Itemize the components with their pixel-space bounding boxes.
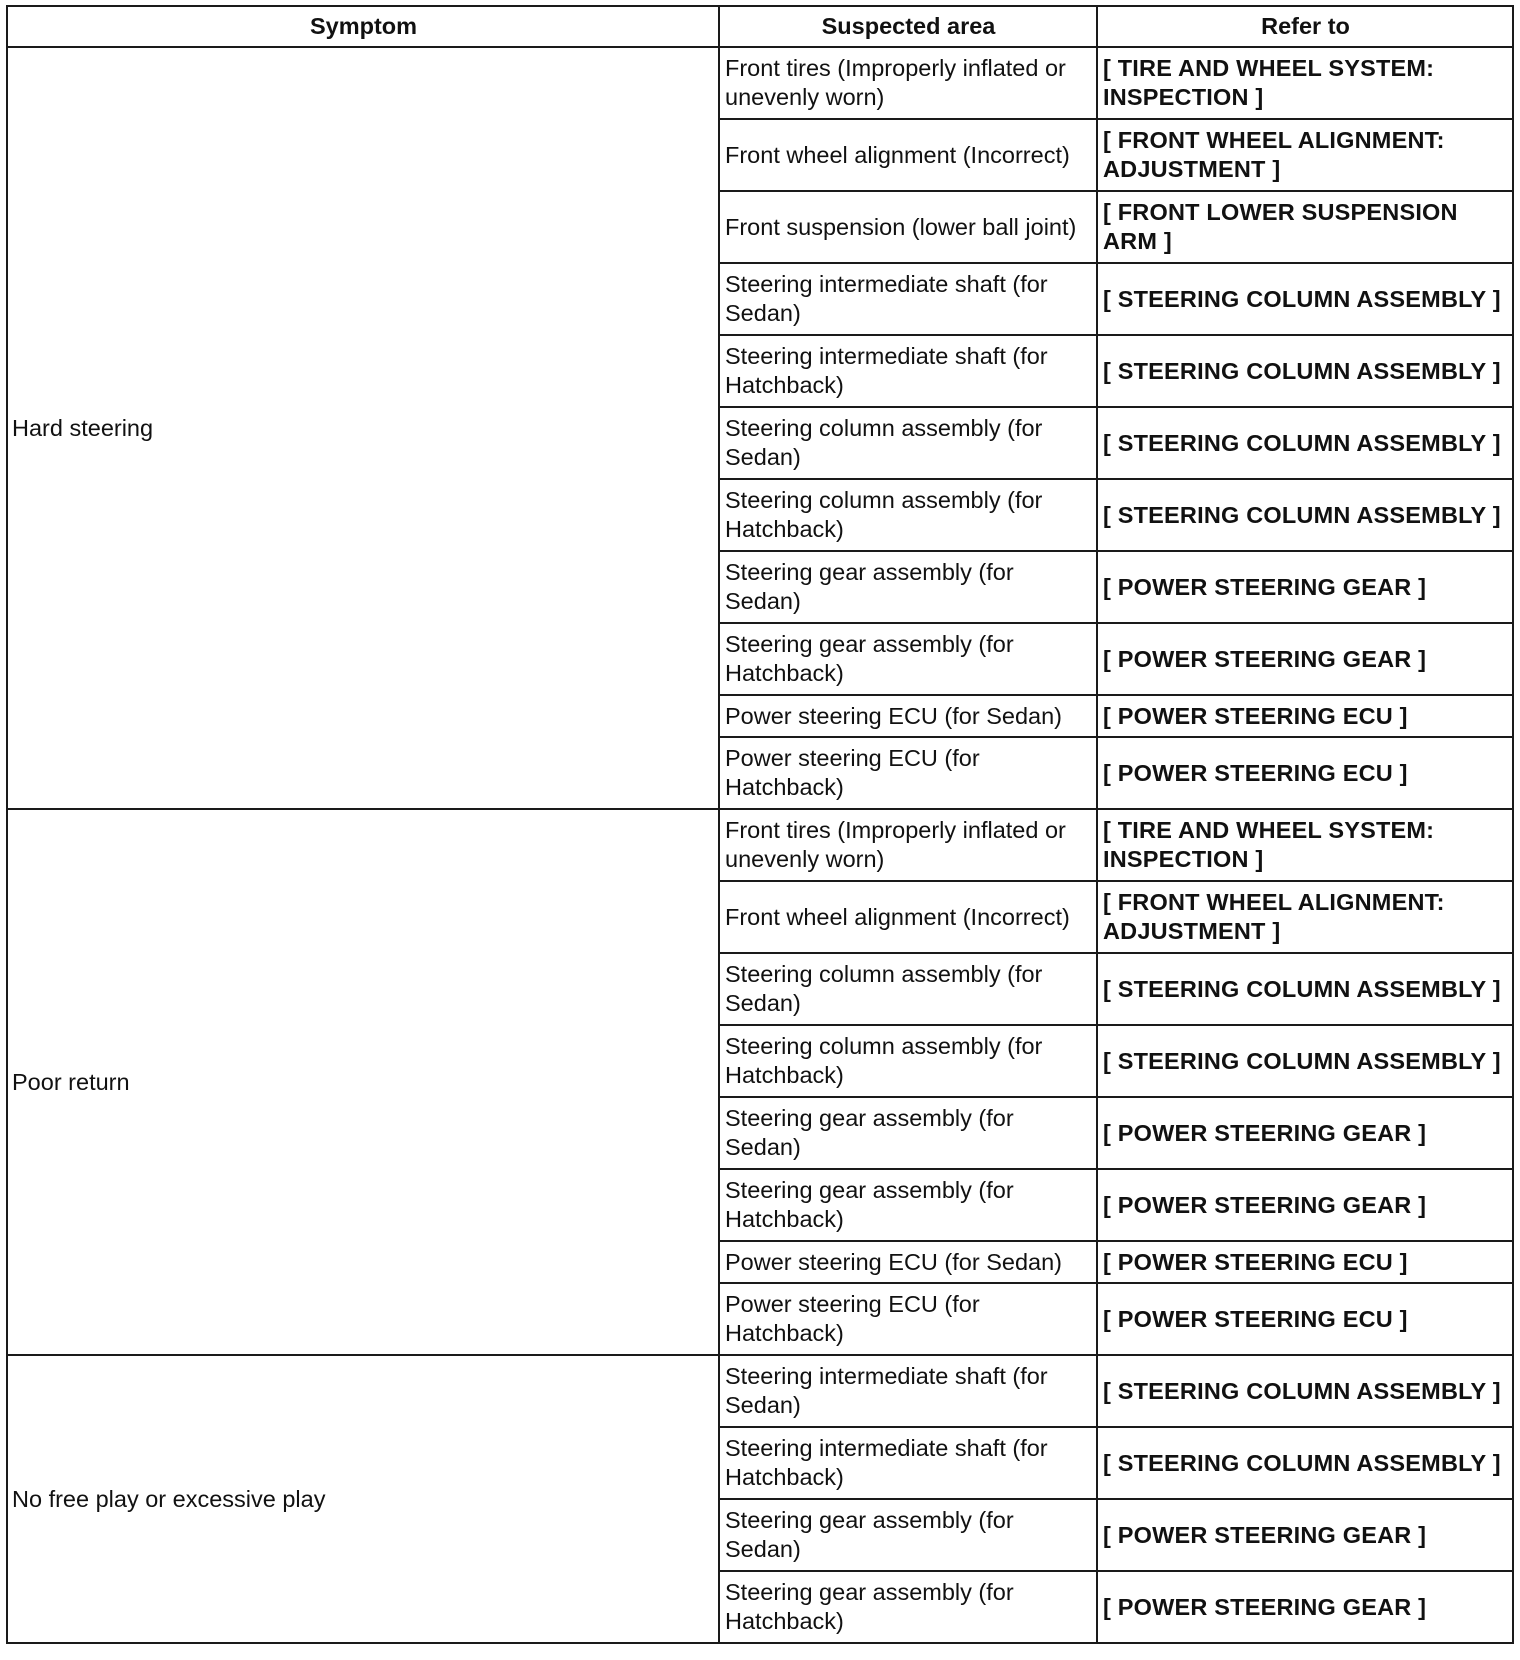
suspected-area-cell: Steering gear assembly (for Sedan) [719, 1499, 1097, 1571]
refer-link[interactable]: [ POWER STEERING ECU ] [1097, 1241, 1513, 1283]
header-symptom: Symptom [7, 6, 719, 47]
table-row [7, 809, 1513, 881]
suspected-area-cell: Front suspension (lower ball joint) [719, 191, 1097, 263]
refer-link[interactable]: [ POWER STEERING GEAR ] [1097, 623, 1513, 695]
suspected-area-cell: Steering gear assembly (for Sedan) [719, 1097, 1097, 1169]
table-row [7, 47, 1513, 119]
refer-link[interactable]: [ FRONT WHEEL ALIGNMENT: ADJUSTMENT ] [1097, 119, 1513, 191]
refer-link[interactable]: [ POWER STEERING ECU ] [1097, 1283, 1513, 1355]
refer-link[interactable]: [ POWER STEERING ECU ] [1097, 737, 1513, 809]
suspected-area-cell: Power steering ECU (for Hatchback) [719, 737, 1097, 809]
symptom-cell: Hard steering [7, 47, 719, 809]
header-suspected-area: Suspected area [719, 6, 1097, 47]
suspected-area-cell: Front tires (Improperly inflated or unevenly worn) [719, 47, 1097, 119]
refer-link[interactable]: [ STEERING COLUMN ASSEMBLY ] [1097, 479, 1513, 551]
suspected-area-cell: Steering intermediate shaft (for Sedan) [719, 1355, 1097, 1427]
refer-link[interactable]: [ POWER STEERING GEAR ] [1097, 1571, 1513, 1643]
suspected-area-cell: Power steering ECU (for Sedan) [719, 1241, 1097, 1283]
symptom-cell: Poor return [7, 809, 719, 1355]
suspected-area-cell: Steering gear assembly (for Hatchback) [719, 1169, 1097, 1241]
suspected-area-cell: Steering column assembly (for Hatchback) [719, 1025, 1097, 1097]
refer-link[interactable]: [ FRONT LOWER SUSPENSION ARM ] [1097, 191, 1513, 263]
symptom-cell: No free play or excessive play [7, 1355, 719, 1643]
refer-link[interactable]: [ STEERING COLUMN ASSEMBLY ] [1097, 1427, 1513, 1499]
refer-link[interactable]: [ TIRE AND WHEEL SYSTEM: INSPECTION ] [1097, 809, 1513, 881]
suspected-area-cell: Front tires (Improperly inflated or unevenly worn) [719, 809, 1097, 881]
refer-link[interactable]: [ POWER STEERING GEAR ] [1097, 1169, 1513, 1241]
suspected-area-cell: Steering column assembly (for Hatchback) [719, 479, 1097, 551]
table-header-row [7, 6, 1513, 47]
suspected-area-cell: Steering column assembly (for Sedan) [719, 953, 1097, 1025]
refer-link[interactable]: [ STEERING COLUMN ASSEMBLY ] [1097, 263, 1513, 335]
refer-link[interactable]: [ POWER STEERING ECU ] [1097, 695, 1513, 737]
suspected-area-cell: Front wheel alignment (Incorrect) [719, 119, 1097, 191]
refer-link[interactable]: [ POWER STEERING GEAR ] [1097, 1097, 1513, 1169]
refer-link[interactable]: [ STEERING COLUMN ASSEMBLY ] [1097, 1355, 1513, 1427]
troubleshooting-table-container [6, 5, 1514, 1644]
refer-link[interactable]: [ STEERING COLUMN ASSEMBLY ] [1097, 953, 1513, 1025]
refer-link[interactable]: [ POWER STEERING GEAR ] [1097, 1499, 1513, 1571]
refer-link[interactable]: [ STEERING COLUMN ASSEMBLY ] [1097, 335, 1513, 407]
suspected-area-cell: Steering intermediate shaft (for Hatchback) [719, 335, 1097, 407]
suspected-area-cell: Power steering ECU (for Sedan) [719, 695, 1097, 737]
suspected-area-cell: Steering gear assembly (for Sedan) [719, 551, 1097, 623]
suspected-area-cell: Steering intermediate shaft (for Sedan) [719, 263, 1097, 335]
suspected-area-cell: Steering gear assembly (for Hatchback) [719, 623, 1097, 695]
refer-link[interactable]: [ STEERING COLUMN ASSEMBLY ] [1097, 1025, 1513, 1097]
suspected-area-cell: Steering gear assembly (for Hatchback) [719, 1571, 1097, 1643]
refer-link[interactable]: [ TIRE AND WHEEL SYSTEM: INSPECTION ] [1097, 47, 1513, 119]
suspected-area-cell: Steering intermediate shaft (for Hatchback) [719, 1427, 1097, 1499]
suspected-area-cell: Front wheel alignment (Incorrect) [719, 881, 1097, 953]
refer-link[interactable]: [ POWER STEERING GEAR ] [1097, 551, 1513, 623]
refer-link[interactable]: [ STEERING COLUMN ASSEMBLY ] [1097, 407, 1513, 479]
header-refer-to: Refer to [1097, 6, 1513, 47]
suspected-area-cell: Steering column assembly (for Sedan) [719, 407, 1097, 479]
problem-symptoms-table [6, 5, 1514, 1644]
suspected-area-cell: Power steering ECU (for Hatchback) [719, 1283, 1097, 1355]
refer-link[interactable]: [ FRONT WHEEL ALIGNMENT: ADJUSTMENT ] [1097, 881, 1513, 953]
table-row [7, 1355, 1513, 1427]
